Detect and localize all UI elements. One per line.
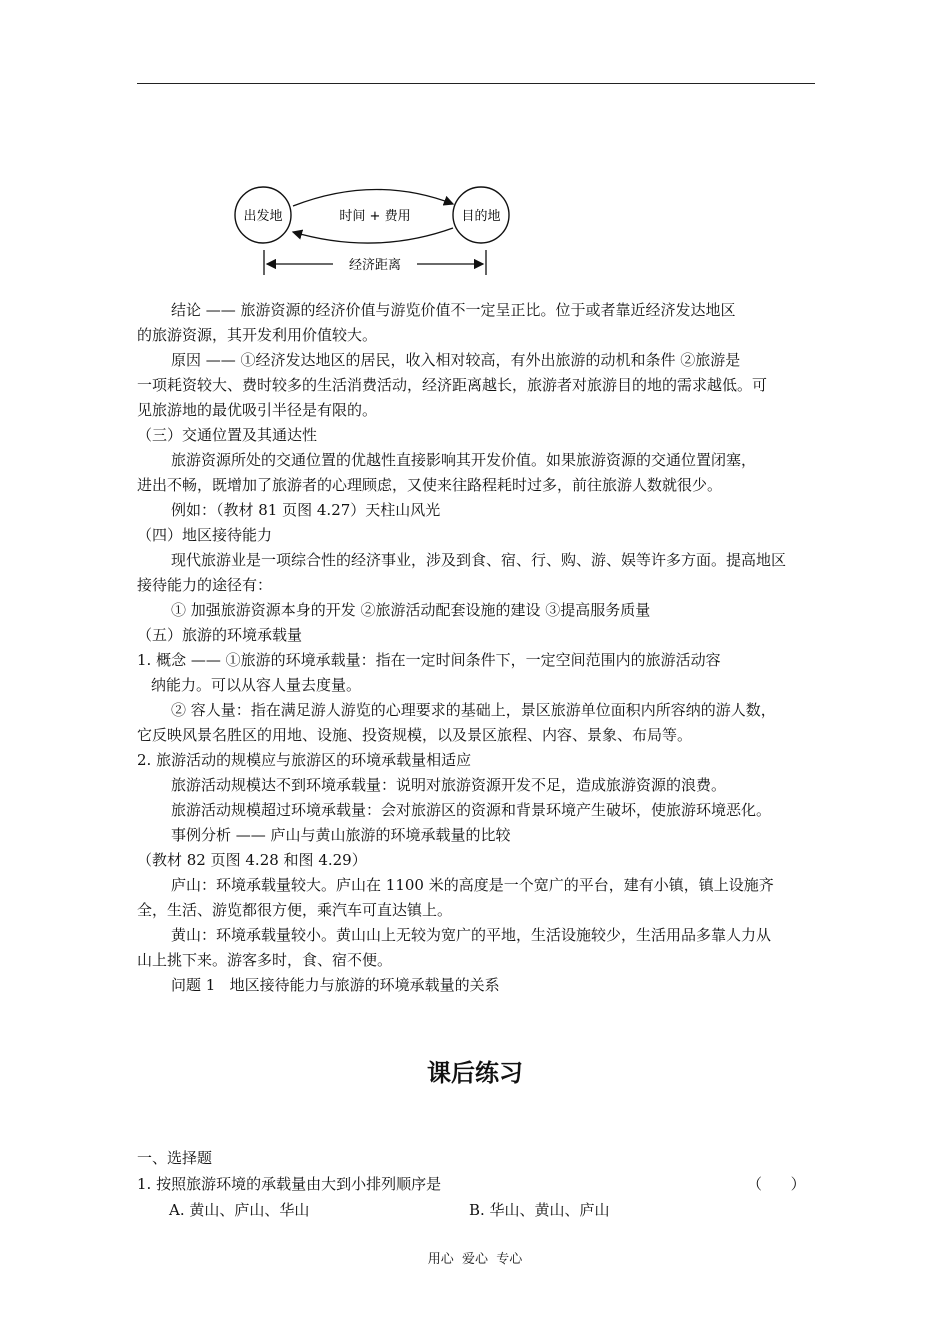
- cost-label: 时间 + 费用: [339, 209, 411, 224]
- origin-label: 出发地: [243, 209, 283, 224]
- header-rule: [137, 83, 815, 84]
- question-1-options: [137, 1197, 827, 1223]
- transport-line-1: 旅游资源所处的交通位置的优越性直接影响其开发价值。如果旅游资源的交通位置闭塞，: [171, 451, 757, 469]
- exercise-question-1: [137, 1171, 827, 1197]
- body-text: [137, 298, 827, 998]
- option-b: B. 华山、黄山、庐山: [469, 1201, 610, 1219]
- economic-distance-diagram: [225, 178, 525, 282]
- scale-line-2: 旅游活动规模超过环境承载量：会对旅游区的资源和背景环境产生破坏，使旅游环境恶化。: [171, 801, 772, 819]
- answer-bracket: （ ）: [747, 1175, 806, 1193]
- scale-heading: 2. 旅游活动的规模应与旅游区的环境承载量相适应: [137, 751, 472, 769]
- transport-example: 例如：（教材 81 页图 4.27）天柱山风光: [171, 501, 441, 519]
- transport-line-2: 进出不畅，既增加了旅游者的心理顾虑，又使来往路程耗时过多，前往旅游人数就很少。: [137, 476, 723, 494]
- reason-line-3: 见旅游地的最优吸引半径是有限的。: [137, 401, 378, 419]
- conclusion-line-1: 结论 —— 旅游资源的经济价值与游览价值不一定呈正比。位于或者靠近经济发达地区: [171, 301, 736, 319]
- destination-label: 目的地: [461, 209, 501, 224]
- forward-arrow: [293, 189, 453, 206]
- question-1-text: 1. 按照旅游环境的承载量由大到小排列顺序是: [137, 1175, 442, 1193]
- capacity-line-1: 现代旅游业是一项综合性的经济事业，涉及到食、宿、行、购、游、娱等许多方面。提高地区: [171, 551, 787, 569]
- capacity-ways: ① 加强旅游资源本身的开发 ②旅游活动配套设施的建设 ③提高服务质量: [171, 601, 651, 619]
- distance-label: 经济距离: [348, 258, 402, 273]
- conclusion-line-2: 的旅游资源，其开发利用价值较大。: [137, 326, 378, 344]
- return-arrow: [293, 228, 453, 243]
- concept-line-3: ② 容人量：指在满足游人游览的心理要求的基础上，景区旅游单位面积内所容纳的游人数，: [171, 701, 776, 719]
- concept-line-4: 它反映风景名胜区的用地、设施、投资规模，以及景区旅程、内容、景象、布局等。: [137, 726, 693, 744]
- section-heading-5: （五）旅游的环境承载量: [137, 626, 303, 644]
- concept-line-1: 1. 概念 —— ①旅游的环境承载量：指在一定时间条件下，一定空间范围内的旅游活动容: [137, 651, 721, 669]
- lushan-line-1: 庐山：环境承载量较大。庐山在 1100 米的高度是一个宽广的平台，建有小镇，镇上设施齐: [171, 876, 774, 894]
- huangshan-line-1: 黄山：环境承载量较小。黄山山上无较为宽广的平地，生活设施较少，生活用品多靠人力从: [171, 926, 772, 944]
- lushan-line-2: 全，生活、游览都很方便，乘汽车可直达镇上。: [137, 901, 453, 919]
- reason-line-2: 一项耗资较大、费时较多的生活消费活动，经济距离越长，旅游者对旅游目的地的需求越低。可: [137, 376, 768, 394]
- scale-line-1: 旅游活动规模达不到环境承载量：说明对旅游资源开发不足，造成旅游资源的浪费。: [171, 776, 727, 794]
- reason-line-1: 原因 —— ①经济发达地区的居民，收入相对较高，有外出旅游的动机和条件 ②旅游是: [171, 351, 741, 369]
- exercise-section: [137, 1145, 827, 1223]
- section-heading-3: （三）交通位置及其通达性: [137, 426, 318, 444]
- exercise-section-heading: 一、选择题: [137, 1149, 213, 1167]
- case-analysis: 事例分析 —— 庐山与黄山旅游的环境承载量的比较: [171, 826, 511, 844]
- section-heading-4: （四）地区接待能力: [137, 526, 273, 544]
- option-a: A. 黄山、庐山、华山: [169, 1201, 310, 1219]
- capacity-line-2: 接待能力的途径有：: [137, 576, 273, 594]
- exercise-title: 课后练习: [427, 1059, 523, 1087]
- concept-line-2: 纳能力。可以从容人量去度量。: [151, 676, 362, 694]
- question-1: 问题 1 地区接待能力与旅游的环境承载量的关系: [171, 976, 500, 994]
- case-reference: （教材 82 页图 4.28 和图 4.29）: [137, 851, 367, 869]
- huangshan-line-2: 山上挑下来。游客多时，食、宿不便。: [137, 951, 393, 969]
- page-footer: 用心 爱心 专心: [427, 1252, 523, 1267]
